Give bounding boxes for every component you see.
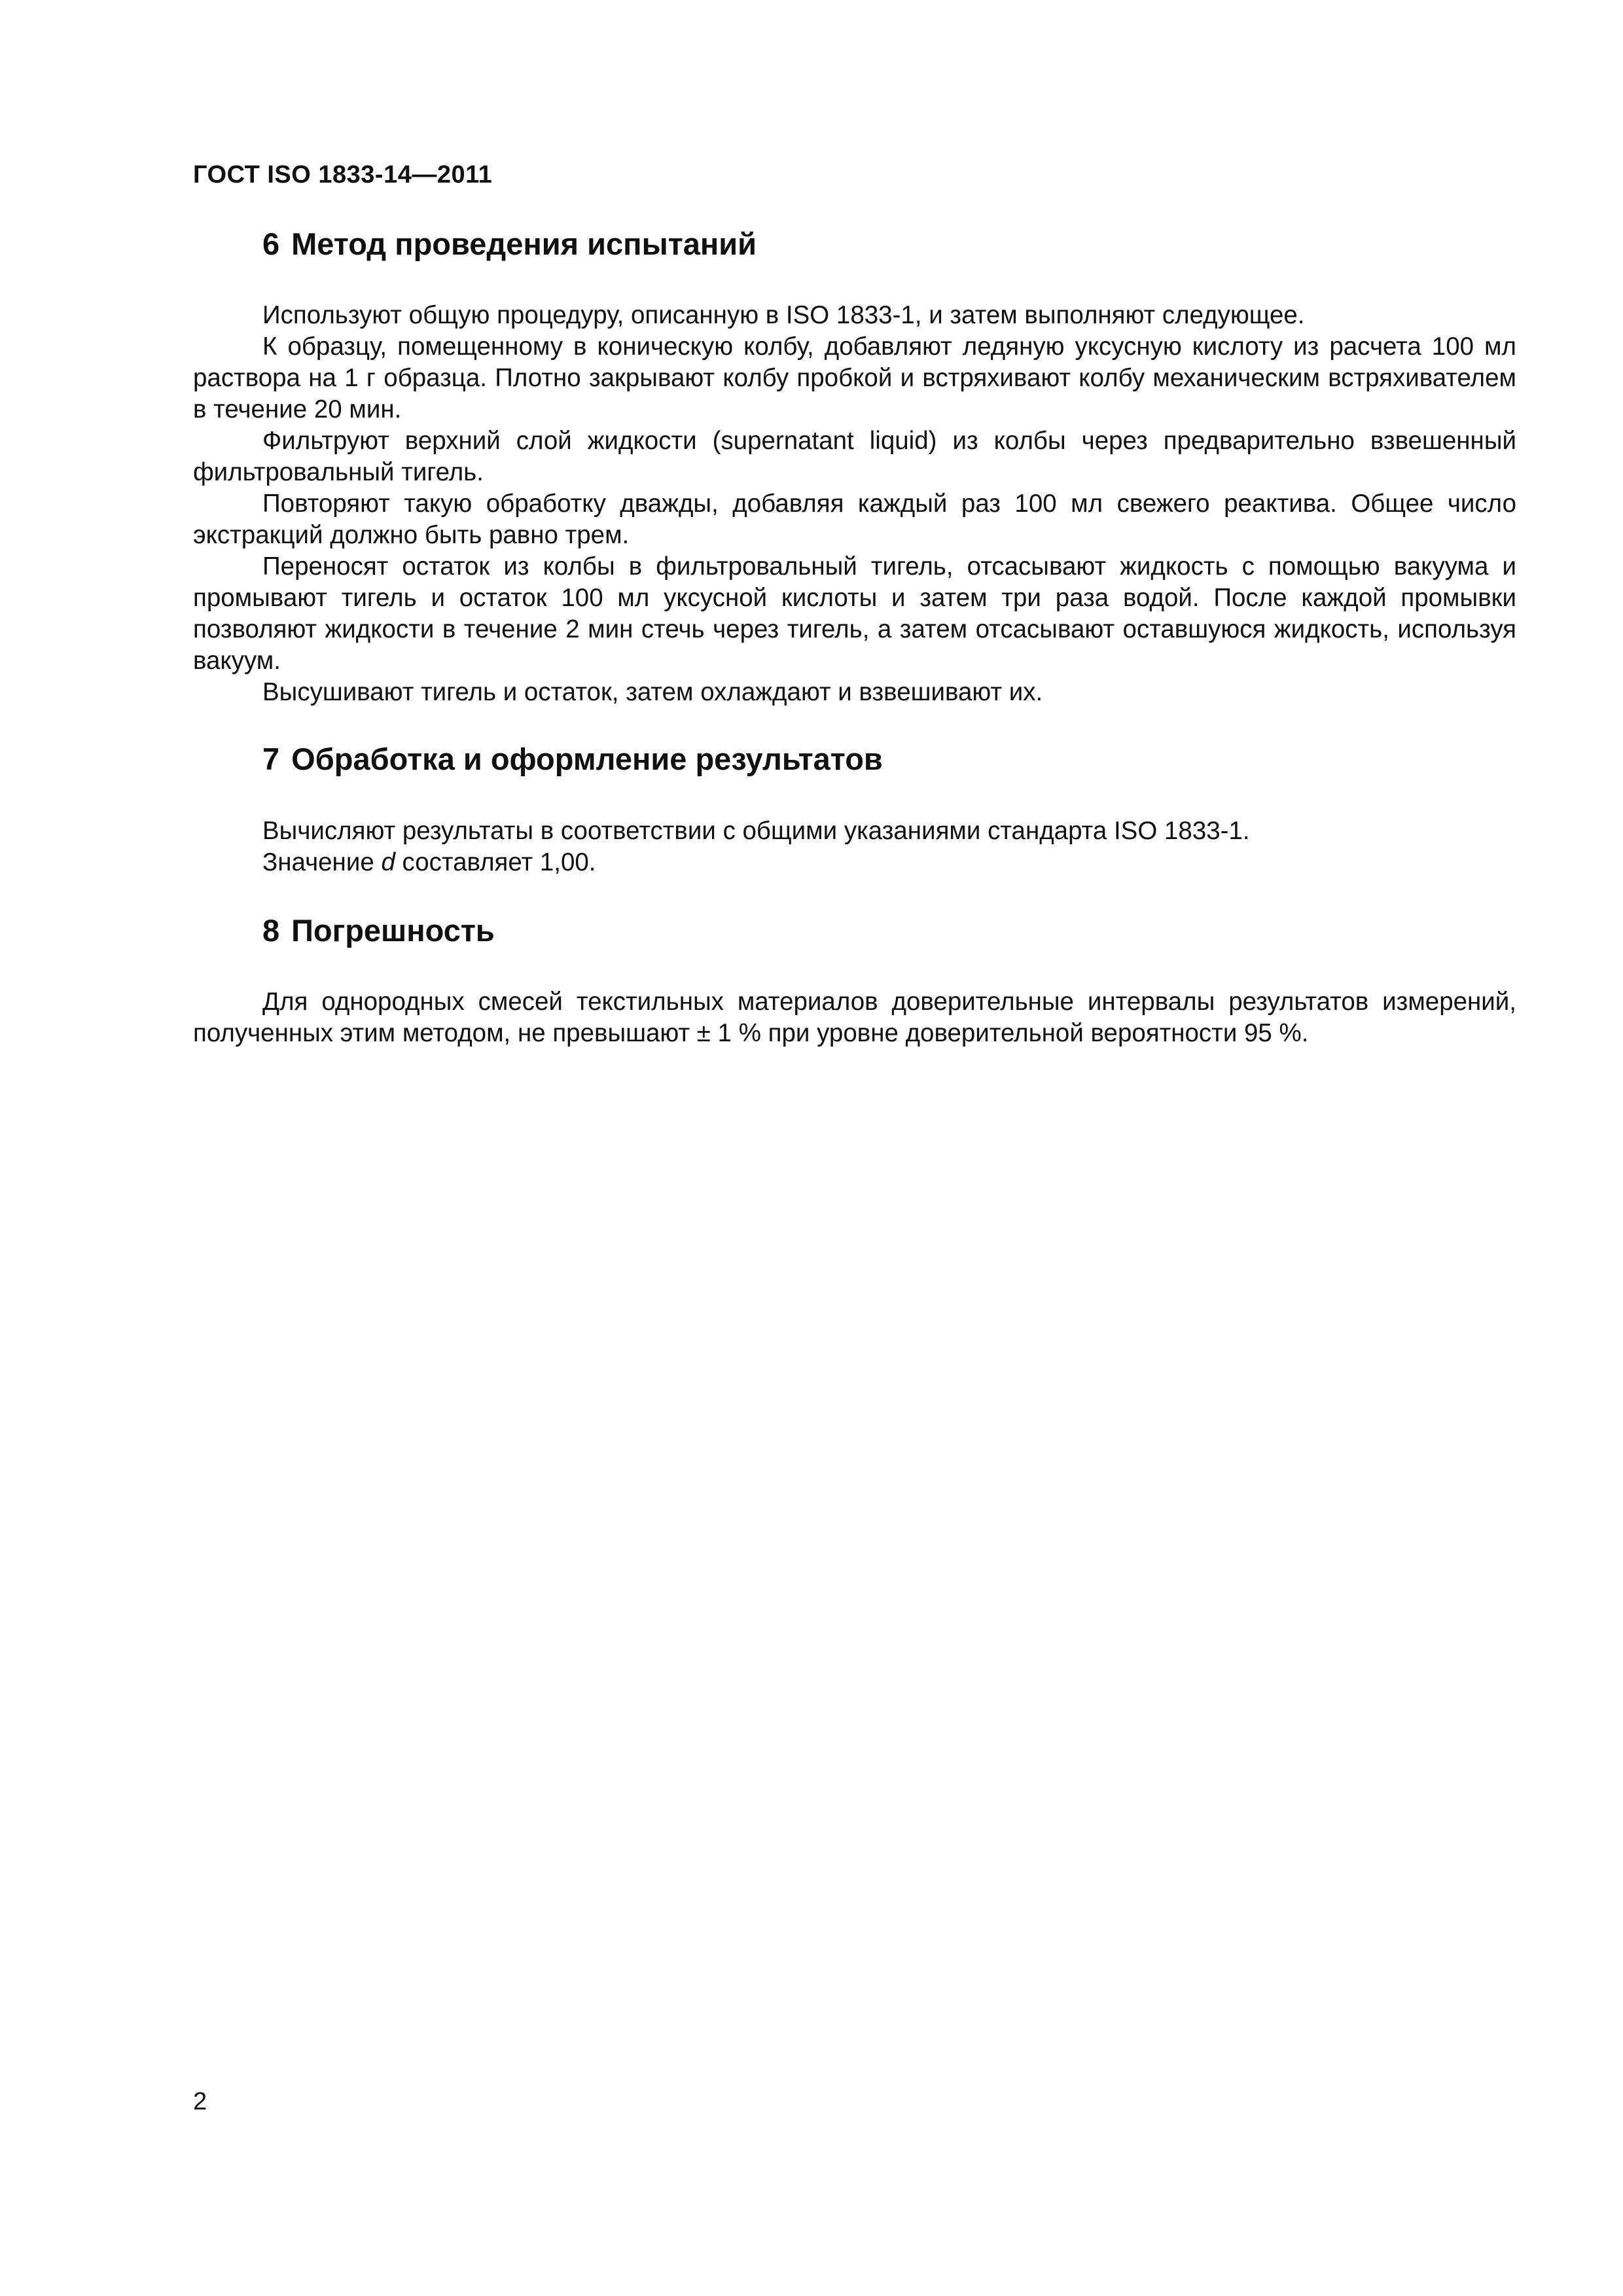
- page-number: 2: [193, 2088, 207, 2115]
- paragraph: Повторяют такую обработку дважды, добавляя каждый раз 100 мл свежего реактива. Общее число экстракций должно быть равно трем.: [193, 490, 1516, 550]
- standard-code-header: ГОСТ ISO 1833-14—2011: [193, 161, 493, 188]
- variable-d: d: [381, 848, 395, 876]
- section-title: Метод проведения испытаний: [291, 226, 757, 261]
- section-heading: [193, 741, 1516, 778]
- paragraph: Вычисляют результаты в соответствии с общими указаниями стандарта ISO 1833-1.: [262, 816, 1250, 845]
- page-content: [193, 226, 1516, 1049]
- section-title: Обработка и оформление результатов: [291, 742, 883, 777]
- section-heading: [193, 912, 1516, 949]
- paragraph: Используют общую процедуру, описанную в ISO 1833-1, и затем выполняют следующее.: [262, 301, 1305, 330]
- section-title: Погрешность: [291, 912, 495, 948]
- section-6: [193, 226, 1516, 708]
- paragraph: Высушивают тигель и остаток, затем охлаждают и взвешивают их.: [262, 678, 1043, 707]
- value-paragraph: [193, 847, 1516, 878]
- paragraph: Переносят остаток из колбы в фильтровальный тигель, отсасывают жидкость с помощью вакуума и промывают тигель и остаток 100 мл уксусной кислоты и затем три раза водой. После каждой промывки позволяют жидкости в течение 2 мин стечь через тигель, а затем отсасывают оставшуюся жидкость, используя вакуум.: [193, 552, 1516, 675]
- paragraph: К образцу, помещенному в коническую колбу, добавляют ледяную уксусную кислоту из расчета 100 мл раствора на 1 г образца. Плотно закрывают колбу пробкой и встряхивают колбу механическим встряхивателем в течение 20 мин.: [193, 332, 1516, 424]
- section-number: 8: [262, 912, 280, 948]
- section-8: [193, 912, 1516, 1049]
- section-number: 6: [262, 226, 280, 261]
- paragraph: Для однородных смесей текстильных материалов доверительные интервалы результатов измерений, полученных этим методом, не превышают ± 1 % при уровне доверительной вероятности 95 %.: [193, 988, 1516, 1048]
- value-prefix: Значение: [262, 848, 382, 876]
- section-heading: [193, 226, 1516, 262]
- paragraph: Фильтруют верхний слой жидкости (supernatant liquid) из колбы через предварительно взвешенный фильтровальный тигель.: [193, 427, 1516, 487]
- section-number: 7: [262, 742, 280, 777]
- section-7: [193, 741, 1516, 878]
- value-suffix: составляет 1,00.: [395, 848, 596, 876]
